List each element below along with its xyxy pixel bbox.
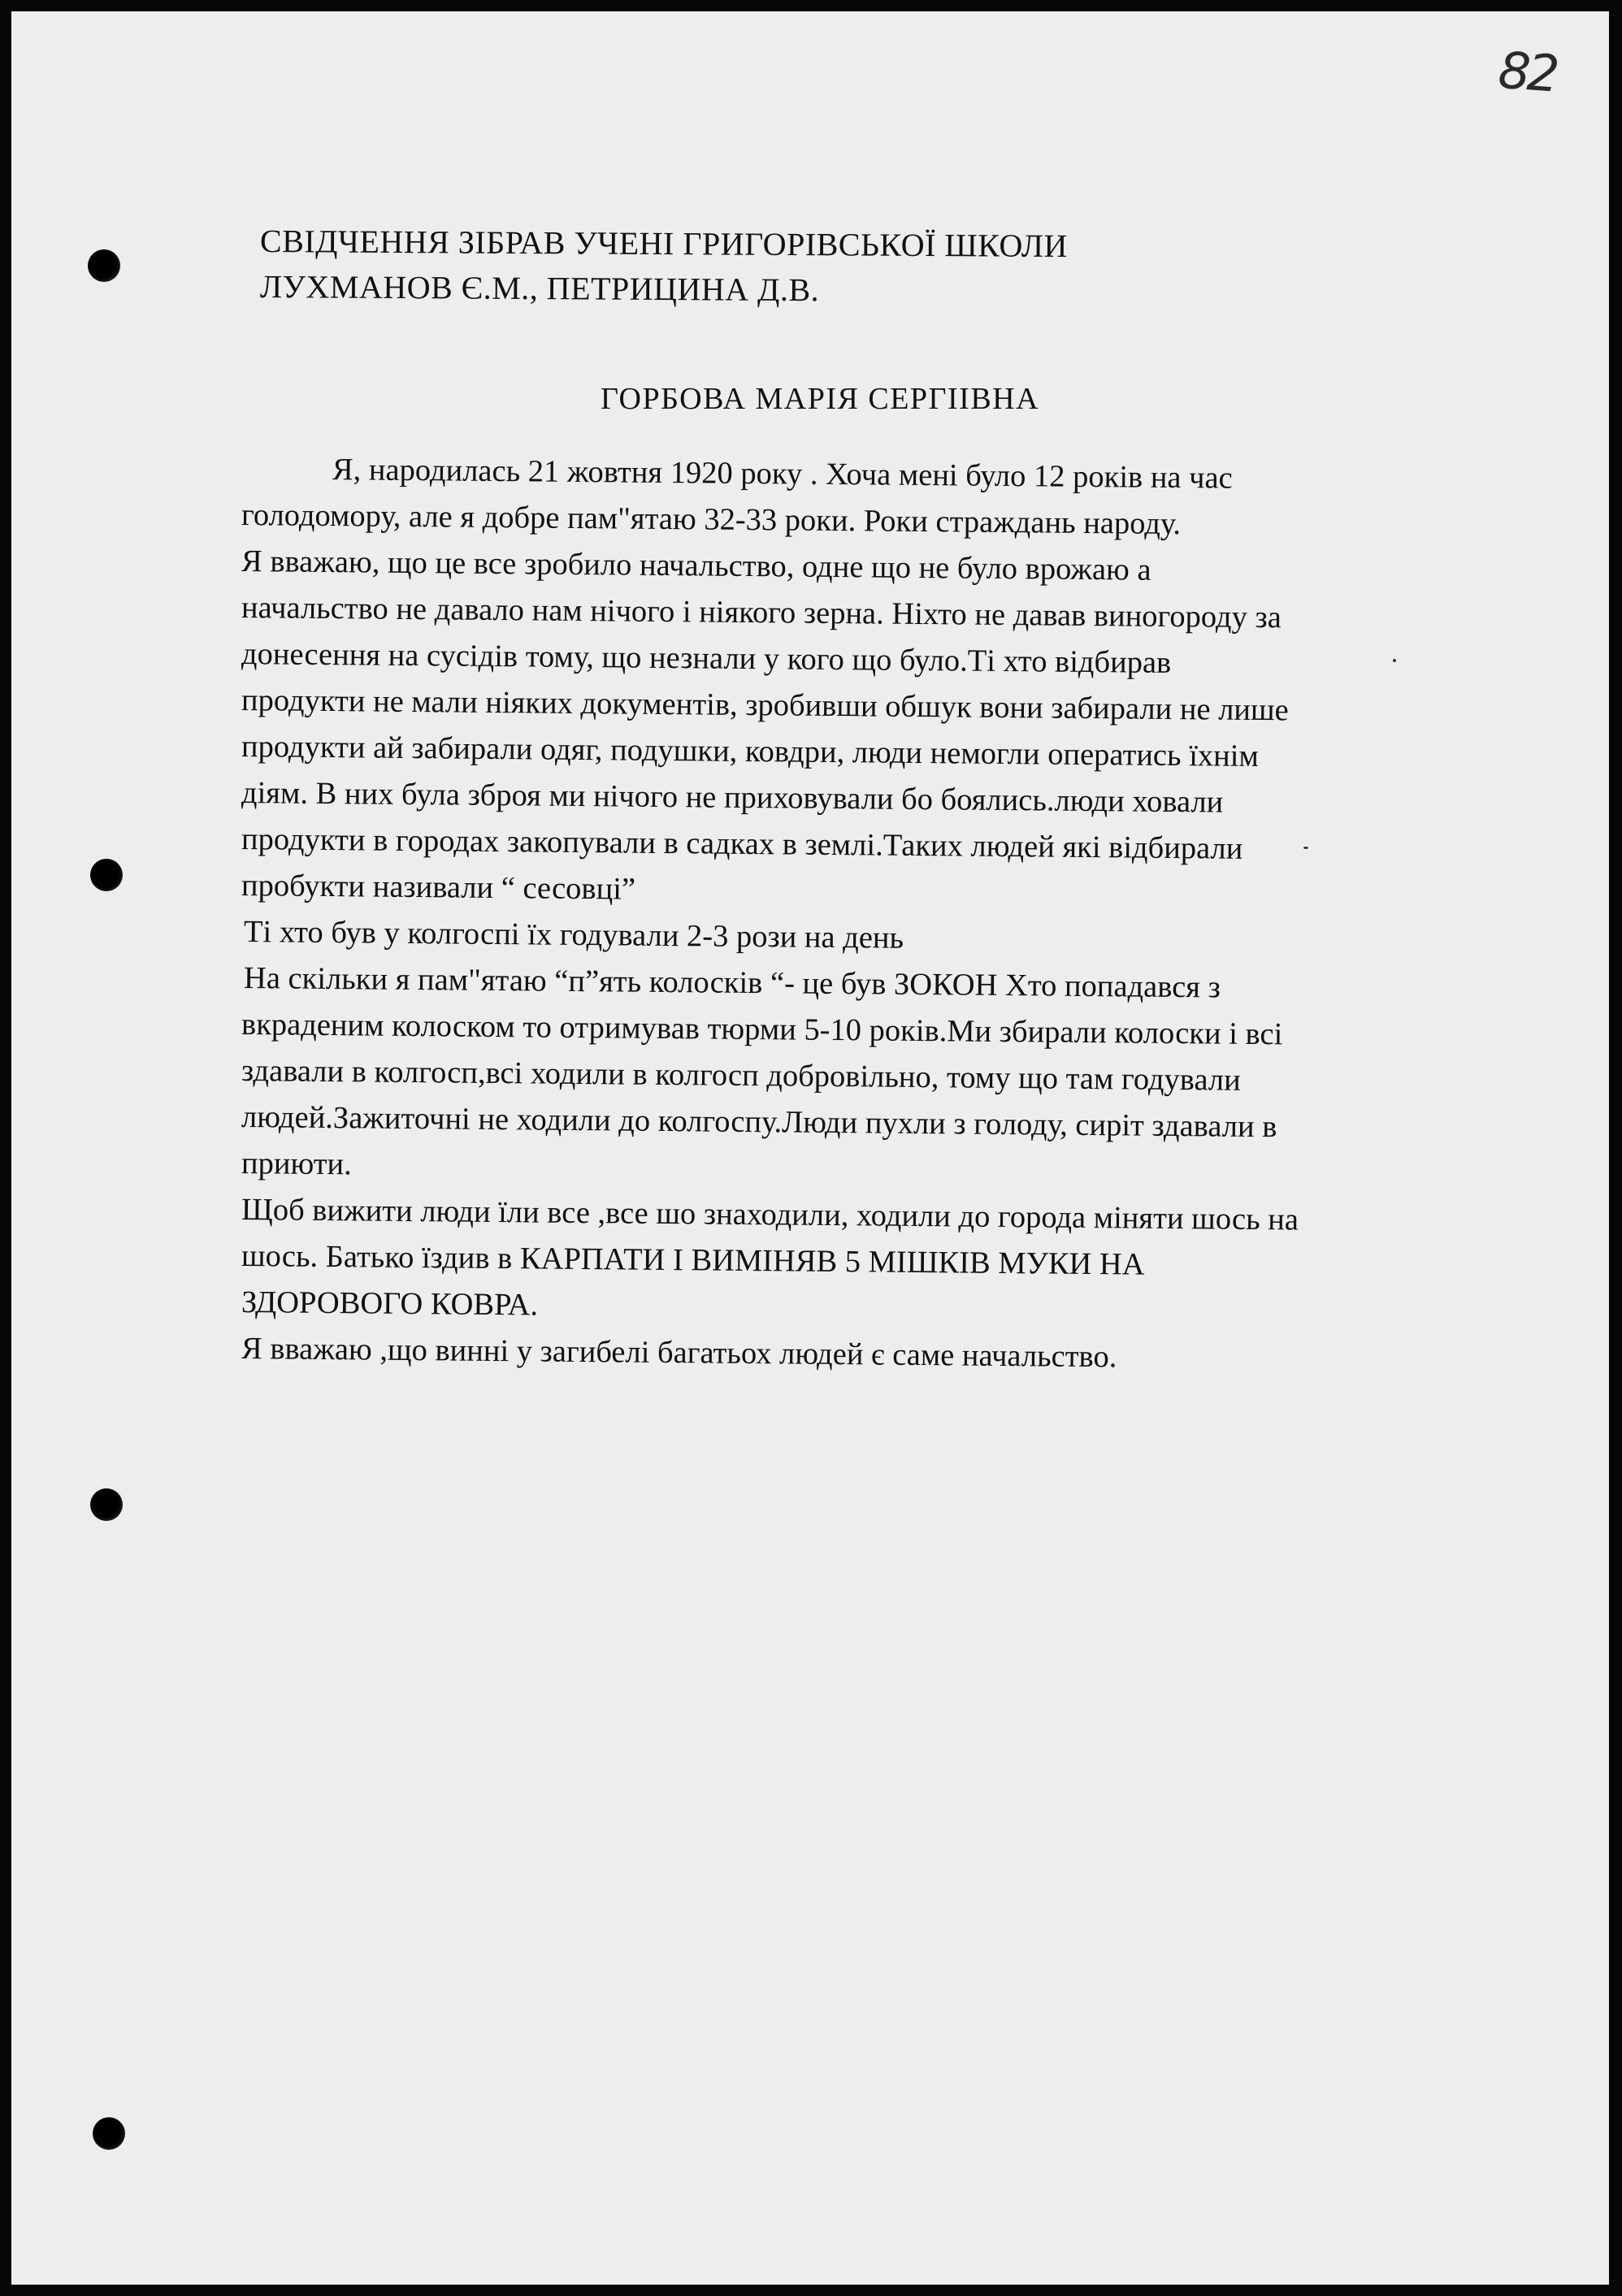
body-line: здавали в колгосп,всі ходили в колгосп добровільно, тому що там годували [241, 1054, 1241, 1098]
scan-speck [1303, 847, 1308, 849]
body-line: голодомору, але я добре пам"ятаю 32-33 роки. Роки страждань народу. [241, 498, 1182, 542]
body-line: Я вважаю, що це все зробило начальство, одне що не було врожаю а [241, 544, 1151, 587]
testimony-body [241, 446, 1299, 1375]
body-line: шось. Батько їздив в КАРПАТИ І ВИМІНЯВ 5 МІШКІВ МУКИ НА [241, 1239, 1145, 1282]
body-line: вкраденим колоском то отримував тюрми 5-10 років.Ми збирали колоски і всі [241, 1007, 1283, 1052]
body-line: продукти ай забирали одяг, подушки, ковдри, люди немогли оператись їхнім [241, 730, 1260, 774]
body-line: приюти. [241, 1146, 352, 1182]
body-line: продукти в городах закопували в садках в землі.Таких людей які відбирали [241, 822, 1243, 866]
scan-speck [1393, 659, 1396, 662]
punch-hole [90, 1488, 123, 1521]
punch-hole [90, 859, 123, 891]
body-line: продукти не мали ніяких документів, зробивши обшук вони забирали не лише [241, 683, 1289, 728]
body-line: ЗДОРОВОГО КОВРА. [241, 1285, 539, 1323]
witness-name-title: ГОРБОВА МАРІЯ СЕРГІІВНА [601, 382, 1040, 416]
body-line: Я, народилась 21 жовтня 1920 року . Хоча мені було 12 років на час [332, 453, 1233, 496]
header-line: СВІДЧЕННЯ ЗІБРАВ УЧЕНІ ГРИГОРІВСЬКОЇ ШКОЛИ [259, 223, 1068, 265]
punch-hole [88, 249, 120, 282]
body-line: Я вважаю ,що винні у загибелі багатьох людей є саме начальство. [241, 1332, 1117, 1375]
body-line: людей.Зажиточні не ходили до колгоспу.Люди пухли з голоду, сиріт здавали в [241, 1100, 1277, 1145]
body-line: Ті хто був у колгоспі їх годували 2-3 рози на день [243, 915, 904, 955]
document-header [260, 219, 1068, 310]
body-line: пробукти називали “ сесовці” [241, 869, 636, 907]
body-line: На скільки я пам"ятаю “п”ять колосків “- це був ЗОКОН Хто попадався з [243, 961, 1221, 1005]
header-line: ЛУХМАНОВ Є.М., ПЕТРИЦИНА Д.В. [259, 268, 820, 309]
body-line: діям. В них була зброя ми нічого не приховували бо боялись.люди ховали [241, 776, 1224, 820]
body-line: начальство не давало нам нічого і ніякого зерна. Ніхто не давав виногороду за [241, 591, 1282, 635]
body-line: Щоб вижити люди їли все ,все шо знаходили, ходили до города міняти шось на [241, 1193, 1299, 1237]
punch-hole [93, 2117, 125, 2150]
handwritten-page-number: 82 [1496, 40, 1559, 104]
body-line: донесення на сусідів тому, що незнали у кого що було.Ті хто відбирав [241, 637, 1172, 680]
document-page [11, 11, 1609, 2285]
